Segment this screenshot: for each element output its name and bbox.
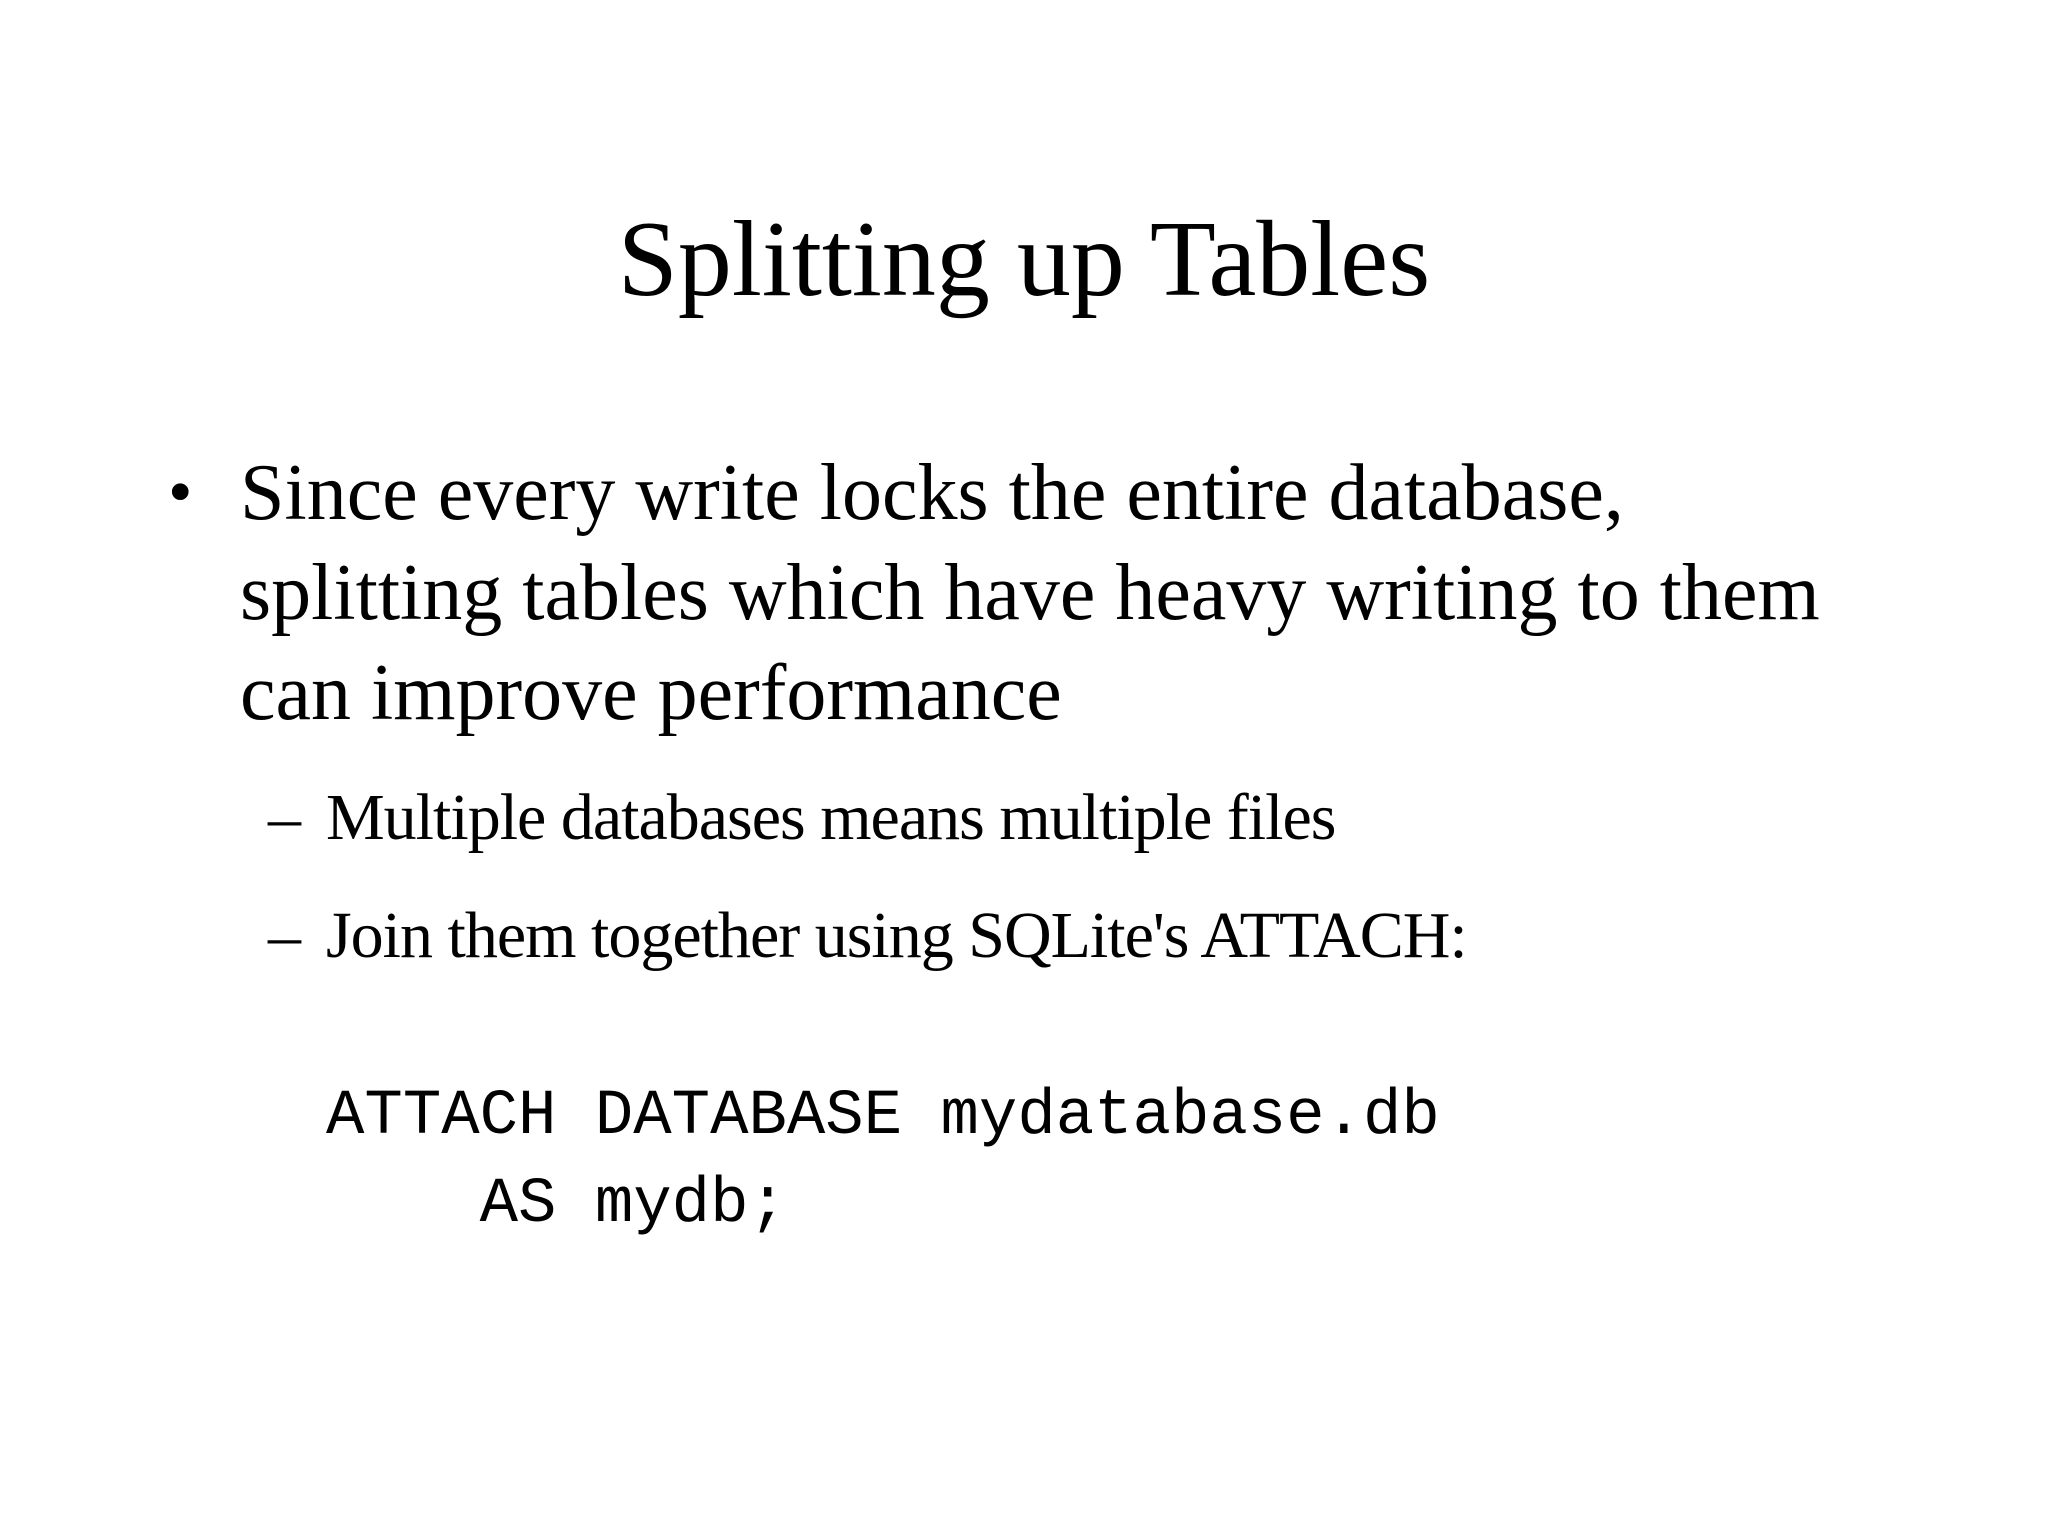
code-block xyxy=(326,1073,1440,1249)
slide-title: Splitting up Tables xyxy=(617,200,1431,319)
dash-icon: – xyxy=(268,899,301,972)
sub-bullet-item xyxy=(260,775,1960,893)
sub-bullet-text: Join them together using SQLite's ATTACH: xyxy=(326,899,1467,972)
bullet-item xyxy=(160,443,1960,743)
bullet-icon: • xyxy=(168,454,193,531)
bullet-text-line-1: Since every write locks the entire database, xyxy=(240,449,1624,537)
bullet-text-line-2: splitting tables which have heavy writing to them xyxy=(240,549,1820,637)
main-bullet xyxy=(160,443,1960,743)
dash-icon: – xyxy=(268,781,301,854)
code-line-2: AS mydb; xyxy=(326,1169,787,1241)
code-line-1: ATTACH DATABASE mydatabase.db xyxy=(326,1081,1440,1153)
sub-bullet-item xyxy=(260,893,1960,1011)
sub-bullet-text: Multiple databases means multiple files xyxy=(326,781,1336,854)
sub-bullet-list xyxy=(260,775,1960,1011)
bullet-text-line-3: can improve performance xyxy=(240,649,1062,737)
